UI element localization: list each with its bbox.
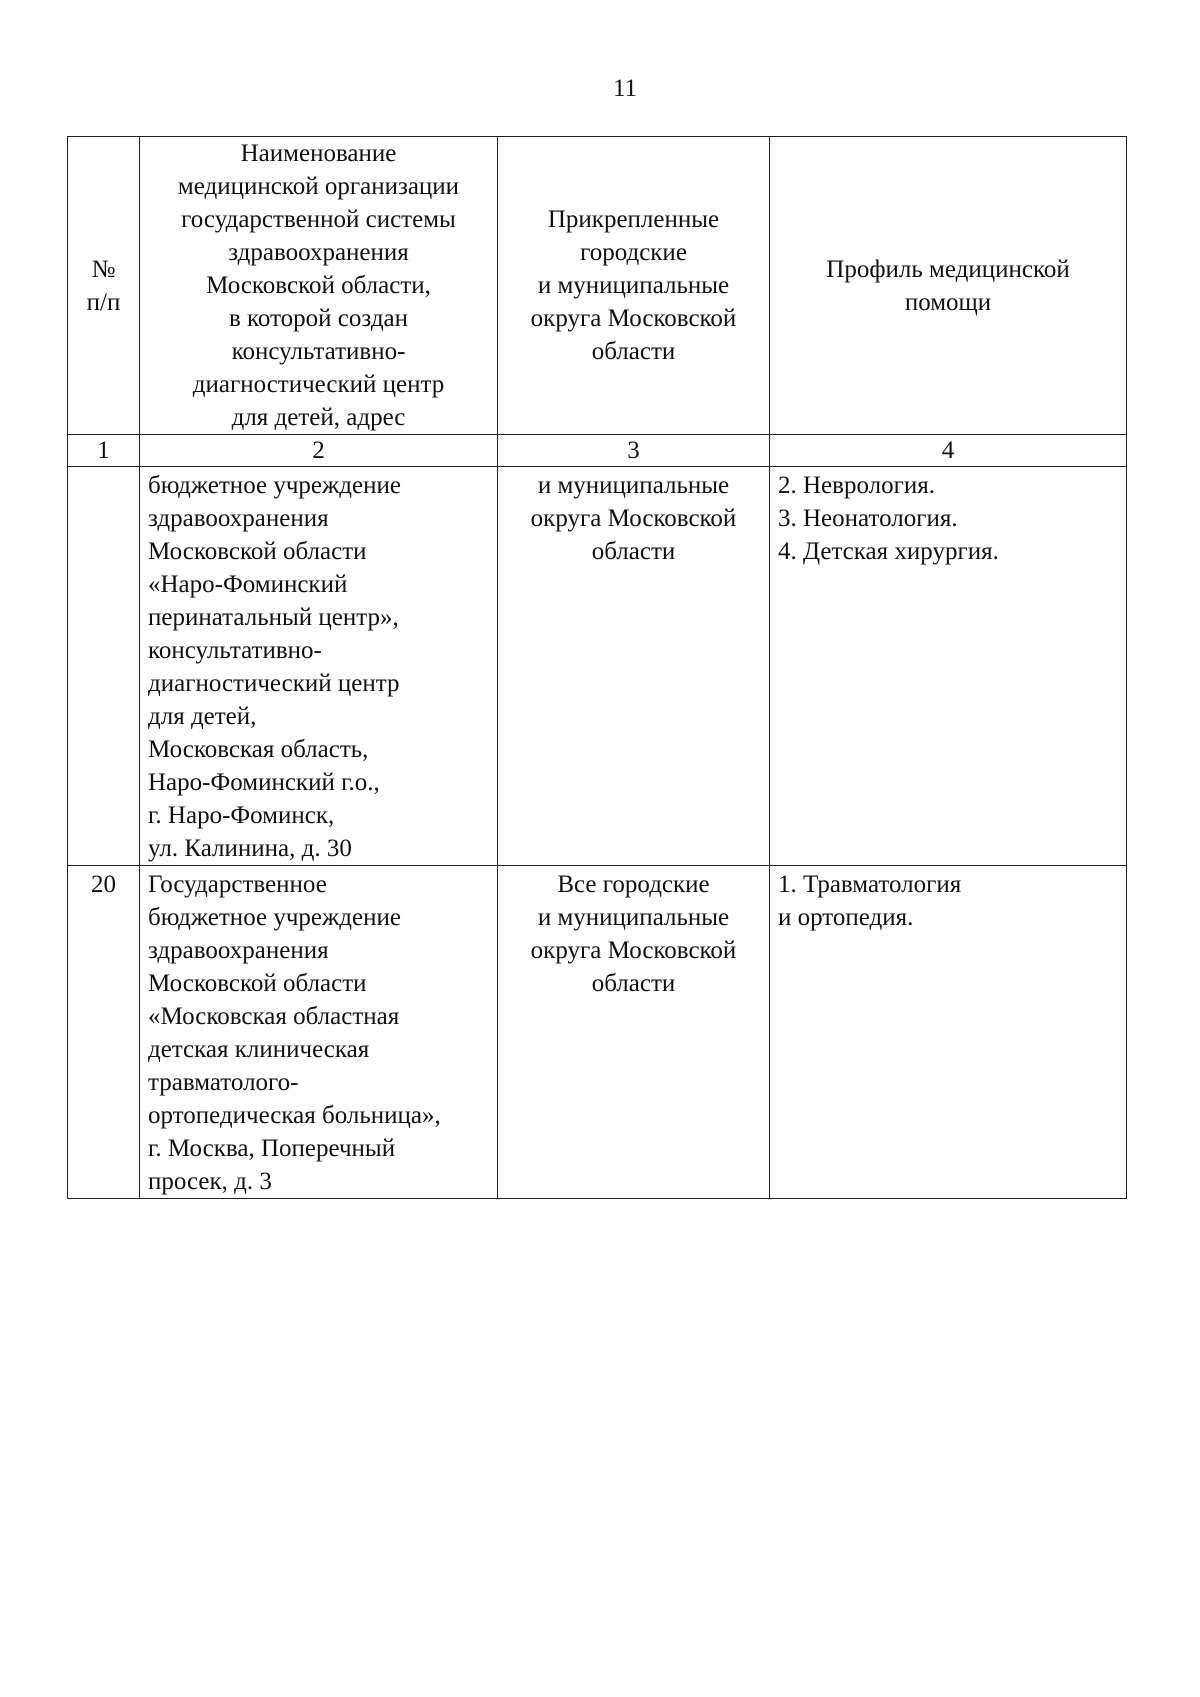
row-districts: Все городские и муниципальные округа Московской области [498,866,770,1199]
row-profile: 2. Неврология. 3. Неонатология. 4. Детская хирургия. [770,467,1127,866]
page-number: 11 [612,75,638,102]
column-number: 3 [498,435,770,467]
column-number: 4 [770,435,1127,467]
table-row [68,467,1127,866]
medical-centers-table [67,136,1127,1199]
column-number: 2 [140,435,498,467]
table-row [68,866,1127,1199]
row-organization: бюджетное учреждение здравоохранения Московской области «Наро-Фоминский перинатальный центр», консультативно- диагностический центр для детей, Московская область, Наро-Фоминский г.о., г. Наро-Фоминск, ул. Калинина, д. 30 [140,467,498,866]
header-organization: Наименование медицинской организации государственной системы здравоохранения Московской области, в которой создан консультативно- диагностический центр для детей, адрес [140,137,498,435]
row-districts: и муниципальные округа Московской области [498,467,770,866]
table-header-row [68,137,1127,435]
header-profile: Профиль медицинской помощи [770,137,1127,435]
header-districts: Прикрепленные городские и муниципальные округа Московской области [498,137,770,435]
row-organization: Государственное бюджетное учреждение здравоохранения Московской области «Московская областная детская клиническая травматолого- ортопедическая больница», г. Москва, Поперечный просек, д. 3 [140,866,498,1199]
column-number: 1 [68,435,140,467]
column-numbers-row [68,435,1127,467]
row-number [68,467,140,866]
header-number: № п/п [68,137,140,435]
row-profile: 1. Травматология и ортопедия. [770,866,1127,1199]
row-number: 20 [68,866,140,1199]
